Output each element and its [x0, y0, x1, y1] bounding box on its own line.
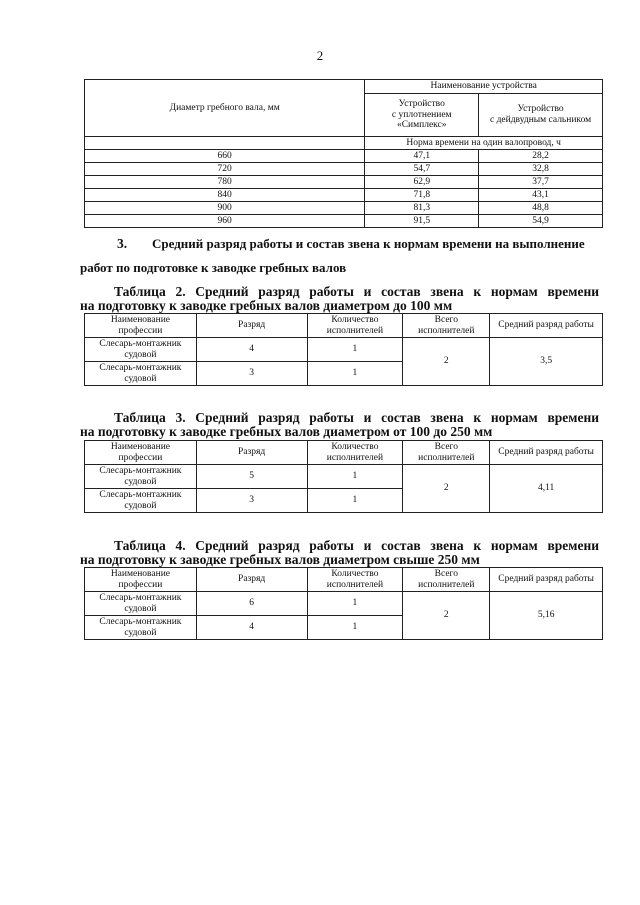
header-count-l1: Количество	[331, 568, 379, 579]
table-row	[85, 150, 603, 163]
count-cell: 1	[307, 338, 403, 362]
table-row	[85, 465, 603, 489]
grade-cell: 4	[196, 616, 307, 640]
header-count-l2: исполнителей	[326, 325, 384, 336]
header-total	[403, 568, 490, 592]
diameter-cell: 960	[85, 215, 365, 228]
table4-caption	[80, 539, 599, 567]
header-count	[307, 568, 403, 592]
count-cell: 1	[307, 362, 403, 386]
diameter-cell: 840	[85, 189, 365, 202]
header-grade: Разряд	[196, 568, 307, 592]
header-count-l1: Количество	[331, 441, 379, 452]
section-title-line2: работ по подготовке к заводке гребных валов	[80, 260, 347, 275]
gland-cell: 28,2	[479, 150, 603, 163]
avg-cell: 4,11	[490, 465, 603, 513]
gland-cell: 43,1	[479, 189, 603, 202]
header-simplex-l3: «Симплекс»	[396, 120, 447, 131]
header-gland	[479, 94, 603, 137]
table-row	[85, 592, 603, 616]
table-row	[85, 215, 603, 228]
profession-l2: судовой	[124, 500, 157, 511]
diameter-cell: 780	[85, 176, 365, 189]
header-diameter: Диаметр гребного вала, мм	[85, 80, 365, 137]
total-cell: 2	[403, 592, 490, 640]
crew-table-4	[84, 567, 603, 640]
profession-l2: судовой	[124, 349, 157, 360]
gland-cell: 37,7	[479, 176, 603, 189]
table3-caption	[80, 411, 599, 439]
header-profession-l2: профессии	[118, 325, 163, 336]
header-avg: Средний разряд работы	[490, 568, 603, 592]
header-simplex	[365, 94, 479, 137]
gland-cell: 32,8	[479, 163, 603, 176]
header-total	[403, 314, 490, 338]
header-gland-l2: с дейдвудным сальником	[490, 115, 592, 125]
header-total-l1: Всего	[434, 568, 458, 579]
table-row	[85, 338, 603, 362]
total-cell: 2	[403, 338, 490, 386]
grade-cell: 6	[196, 592, 307, 616]
gland-cell: 54,9	[479, 215, 603, 228]
header-profession	[85, 568, 197, 592]
page-number: 2	[316, 48, 324, 63]
avg-cell: 3,5	[490, 338, 603, 386]
table-row	[85, 189, 603, 202]
header-count	[307, 441, 403, 465]
header-grade: Разряд	[196, 314, 307, 338]
table3-caption-line1: Таблица 3. Средний разряд работы и состав звена к нормам времени	[114, 410, 599, 425]
header-avg: Средний разряд работы	[490, 441, 603, 465]
table4-caption-line2: на подготовку к заводке гребных валов диаметром свыше 250 мм	[80, 552, 480, 567]
diameter-cell: 900	[85, 202, 365, 215]
table-row	[85, 176, 603, 189]
count-cell: 1	[307, 592, 403, 616]
header-profession	[85, 314, 197, 338]
header-profession	[85, 441, 197, 465]
grade-cell: 5	[196, 465, 307, 489]
count-cell: 1	[307, 616, 403, 640]
header-profession-l1: Наименование	[110, 568, 170, 579]
avg-cell: 5,16	[490, 592, 603, 640]
header-count-l2: исполнителей	[326, 579, 384, 590]
time-norm-table	[84, 79, 603, 228]
profession-cell	[85, 362, 197, 386]
section-title-line1: Средний разряд работы и состав звена к нормам времени на выполнение	[152, 236, 585, 251]
profession-cell	[85, 592, 197, 616]
crew-table-2	[84, 313, 603, 386]
table-row	[85, 163, 603, 176]
table2-caption	[80, 285, 599, 313]
header-count	[307, 314, 403, 338]
table2-caption-line1: Таблица 2. Средний разряд работы и состав звена к нормам времени	[114, 284, 599, 299]
header-profession-l1: Наименование	[110, 314, 170, 325]
profession-l1: Слесарь-монтажник	[99, 592, 182, 603]
table2-caption-line2: на подготовку к заводке гребных валов диаметром до 100 мм	[80, 298, 453, 313]
profession-l2: судовой	[124, 627, 157, 638]
header-total-l2: исполнителей	[418, 325, 475, 336]
grade-cell: 3	[196, 362, 307, 386]
header-total	[403, 441, 490, 465]
norm-blank-cell	[85, 137, 365, 150]
header-simplex-l2: с уплотнением	[391, 109, 452, 120]
simplex-cell: 62,9	[365, 176, 479, 189]
grade-cell: 4	[196, 338, 307, 362]
header-gland-l1: Устройство	[517, 104, 564, 115]
profession-l1: Слесарь-монтажник	[99, 465, 182, 476]
header-count-l1: Количество	[331, 314, 379, 325]
profession-l1: Слесарь-монтажник	[99, 489, 182, 500]
header-total-l2: исполнителей	[418, 579, 475, 590]
gland-cell: 48,8	[479, 202, 603, 215]
crew-table-3	[84, 440, 603, 513]
profession-cell	[85, 465, 197, 489]
count-cell: 1	[307, 489, 403, 513]
profession-cell	[85, 338, 197, 362]
simplex-cell: 47,1	[365, 150, 479, 163]
profession-l1: Слесарь-монтажник	[99, 616, 182, 627]
header-total-l2: исполнителей	[418, 452, 475, 463]
header-total-l1: Всего	[434, 314, 458, 325]
simplex-cell: 81,3	[365, 202, 479, 215]
header-count-l2: исполнителей	[326, 452, 384, 463]
header-simplex-l1: Устройство	[398, 98, 445, 109]
diameter-cell: 660	[85, 150, 365, 163]
diameter-cell: 720	[85, 163, 365, 176]
simplex-cell: 91,5	[365, 215, 479, 228]
header-profession-l2: профессии	[118, 452, 163, 463]
table3-caption-line2: на подготовку к заводке гребных валов диаметром от 100 до 250 мм	[80, 424, 493, 439]
total-cell: 2	[403, 465, 490, 513]
profession-cell	[85, 616, 197, 640]
count-cell: 1	[307, 465, 403, 489]
section-number: 3.	[117, 236, 128, 251]
profession-l1: Слесарь-монтажник	[99, 362, 182, 373]
profession-l2: судовой	[124, 603, 157, 614]
header-avg: Средний разряд работы	[490, 314, 603, 338]
header-profession-l1: Наименование	[110, 441, 170, 452]
norm-label: Норма времени на один валопровод, ч	[365, 137, 603, 150]
header-profession-l2: профессии	[118, 579, 163, 590]
table4-caption-line1: Таблица 4. Средний разряд работы и состав звена к нормам времени	[114, 538, 599, 553]
simplex-cell: 54,7	[365, 163, 479, 176]
header-grade: Разряд	[196, 441, 307, 465]
simplex-cell: 71,8	[365, 189, 479, 202]
grade-cell: 3	[196, 489, 307, 513]
profession-cell	[85, 489, 197, 513]
profession-l2: судовой	[124, 373, 157, 384]
header-total-l1: Всего	[434, 441, 458, 452]
table-row	[85, 202, 603, 215]
header-device-group: Наименование устройства	[365, 80, 603, 94]
profession-l2: судовой	[124, 476, 157, 487]
profession-l1: Слесарь-монтажник	[99, 338, 182, 349]
